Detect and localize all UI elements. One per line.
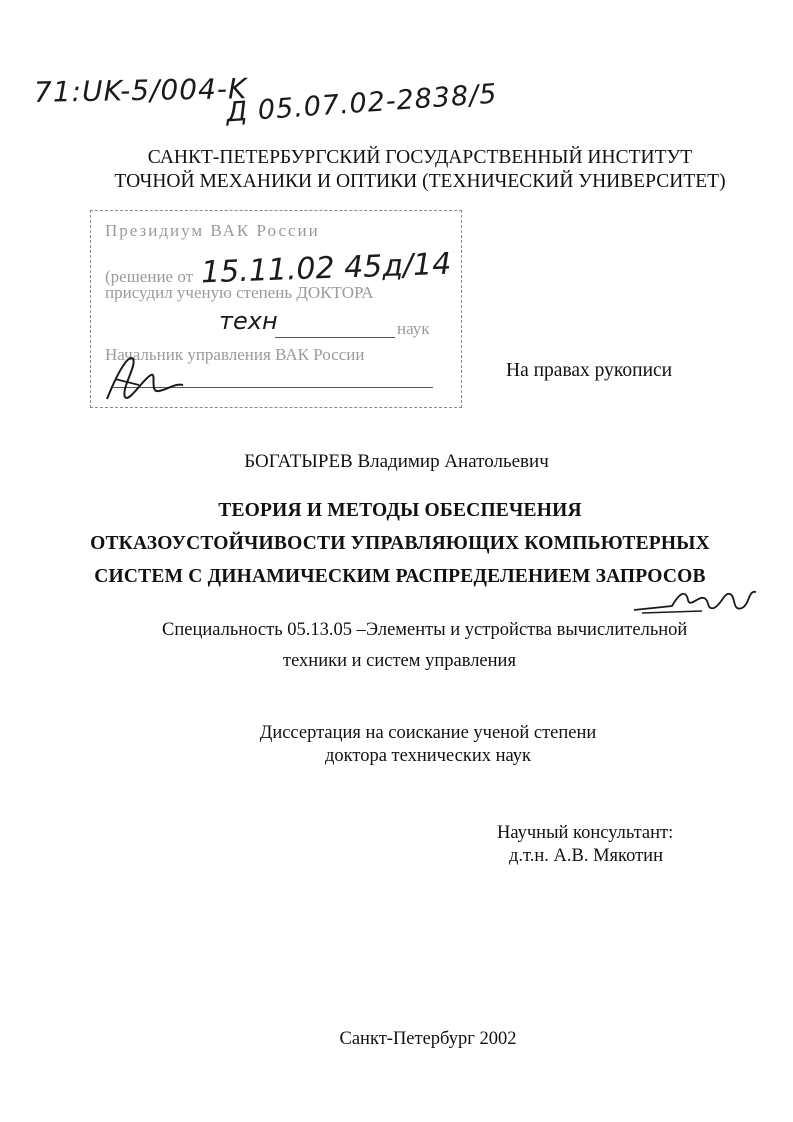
institution-name-line-2: ТОЧНОЙ МЕХАНИКИ И ОПТИКИ (ТЕХНИЧЕСКИЙ УНИВЕРСИТЕТ) bbox=[114, 171, 726, 192]
stamp-line-1: Президиум ВАК России bbox=[105, 221, 320, 240]
specialty-line-1: Специальность 05.13.05 –Элементы и устройства вычислительной bbox=[162, 620, 688, 640]
institution-name-line-1: САНКТ-ПЕТЕРБУРГСКИЙ ГОСУДАРСТВЕННЫЙ ИНСТИТУТ bbox=[147, 147, 693, 168]
consultant-label: Научный консультант: bbox=[497, 823, 674, 843]
dissertation-title-line-3: СИСТЕМ С ДИНАМИЧЕСКИМ РАСПРЕДЕЛЕНИЕМ ЗАПРОСОВ bbox=[94, 566, 706, 587]
stamp-line-3: присудил ученую степень ДОКТОРА bbox=[105, 283, 374, 302]
specialty-line-2: техники и систем управления bbox=[283, 651, 516, 671]
author-name: БОГАТЫРЕВ Владимир Анатольевич bbox=[244, 451, 549, 472]
city-year: Санкт-Петербург 2002 bbox=[339, 1029, 517, 1049]
stamp-line-5: Начальник управления ВАК России bbox=[105, 345, 365, 364]
stamp-line-4: наук bbox=[397, 319, 430, 338]
rights-notice: На правах рукописи bbox=[506, 360, 673, 381]
stamp-underline bbox=[275, 337, 395, 338]
dissertation-title-line-2: ОТКАЗОУСТОЙЧИВОСТИ УПРАВЛЯЮЩИХ КОМПЬЮТЕРНЫХ bbox=[90, 533, 710, 554]
stamp-handwritten-field: техн bbox=[219, 307, 278, 335]
stamp-handwritten-date: 15.11.02 45д/14 bbox=[200, 246, 452, 291]
handwritten-registration-code: Д 05.07.02-2838/5 bbox=[225, 78, 499, 129]
dissertation-degree-line-2: доктора технических наук bbox=[324, 746, 532, 766]
vak-stamp bbox=[90, 210, 462, 408]
dissertation-degree-line-1: Диссертация на соискание ученой степени bbox=[259, 723, 597, 743]
consultant-name: д.т.н. А.В. Мякотин bbox=[509, 846, 663, 866]
dissertation-title-line-1: ТЕОРИЯ И МЕТОДЫ ОБЕСПЕЧЕНИЯ bbox=[218, 500, 582, 521]
handwritten-archive-number: 71:UK-5/004-K bbox=[33, 72, 248, 109]
author-signature-icon bbox=[632, 582, 762, 622]
stamp-signature-icon bbox=[99, 349, 189, 407]
stamp-line-2: (решение от bbox=[105, 267, 194, 286]
